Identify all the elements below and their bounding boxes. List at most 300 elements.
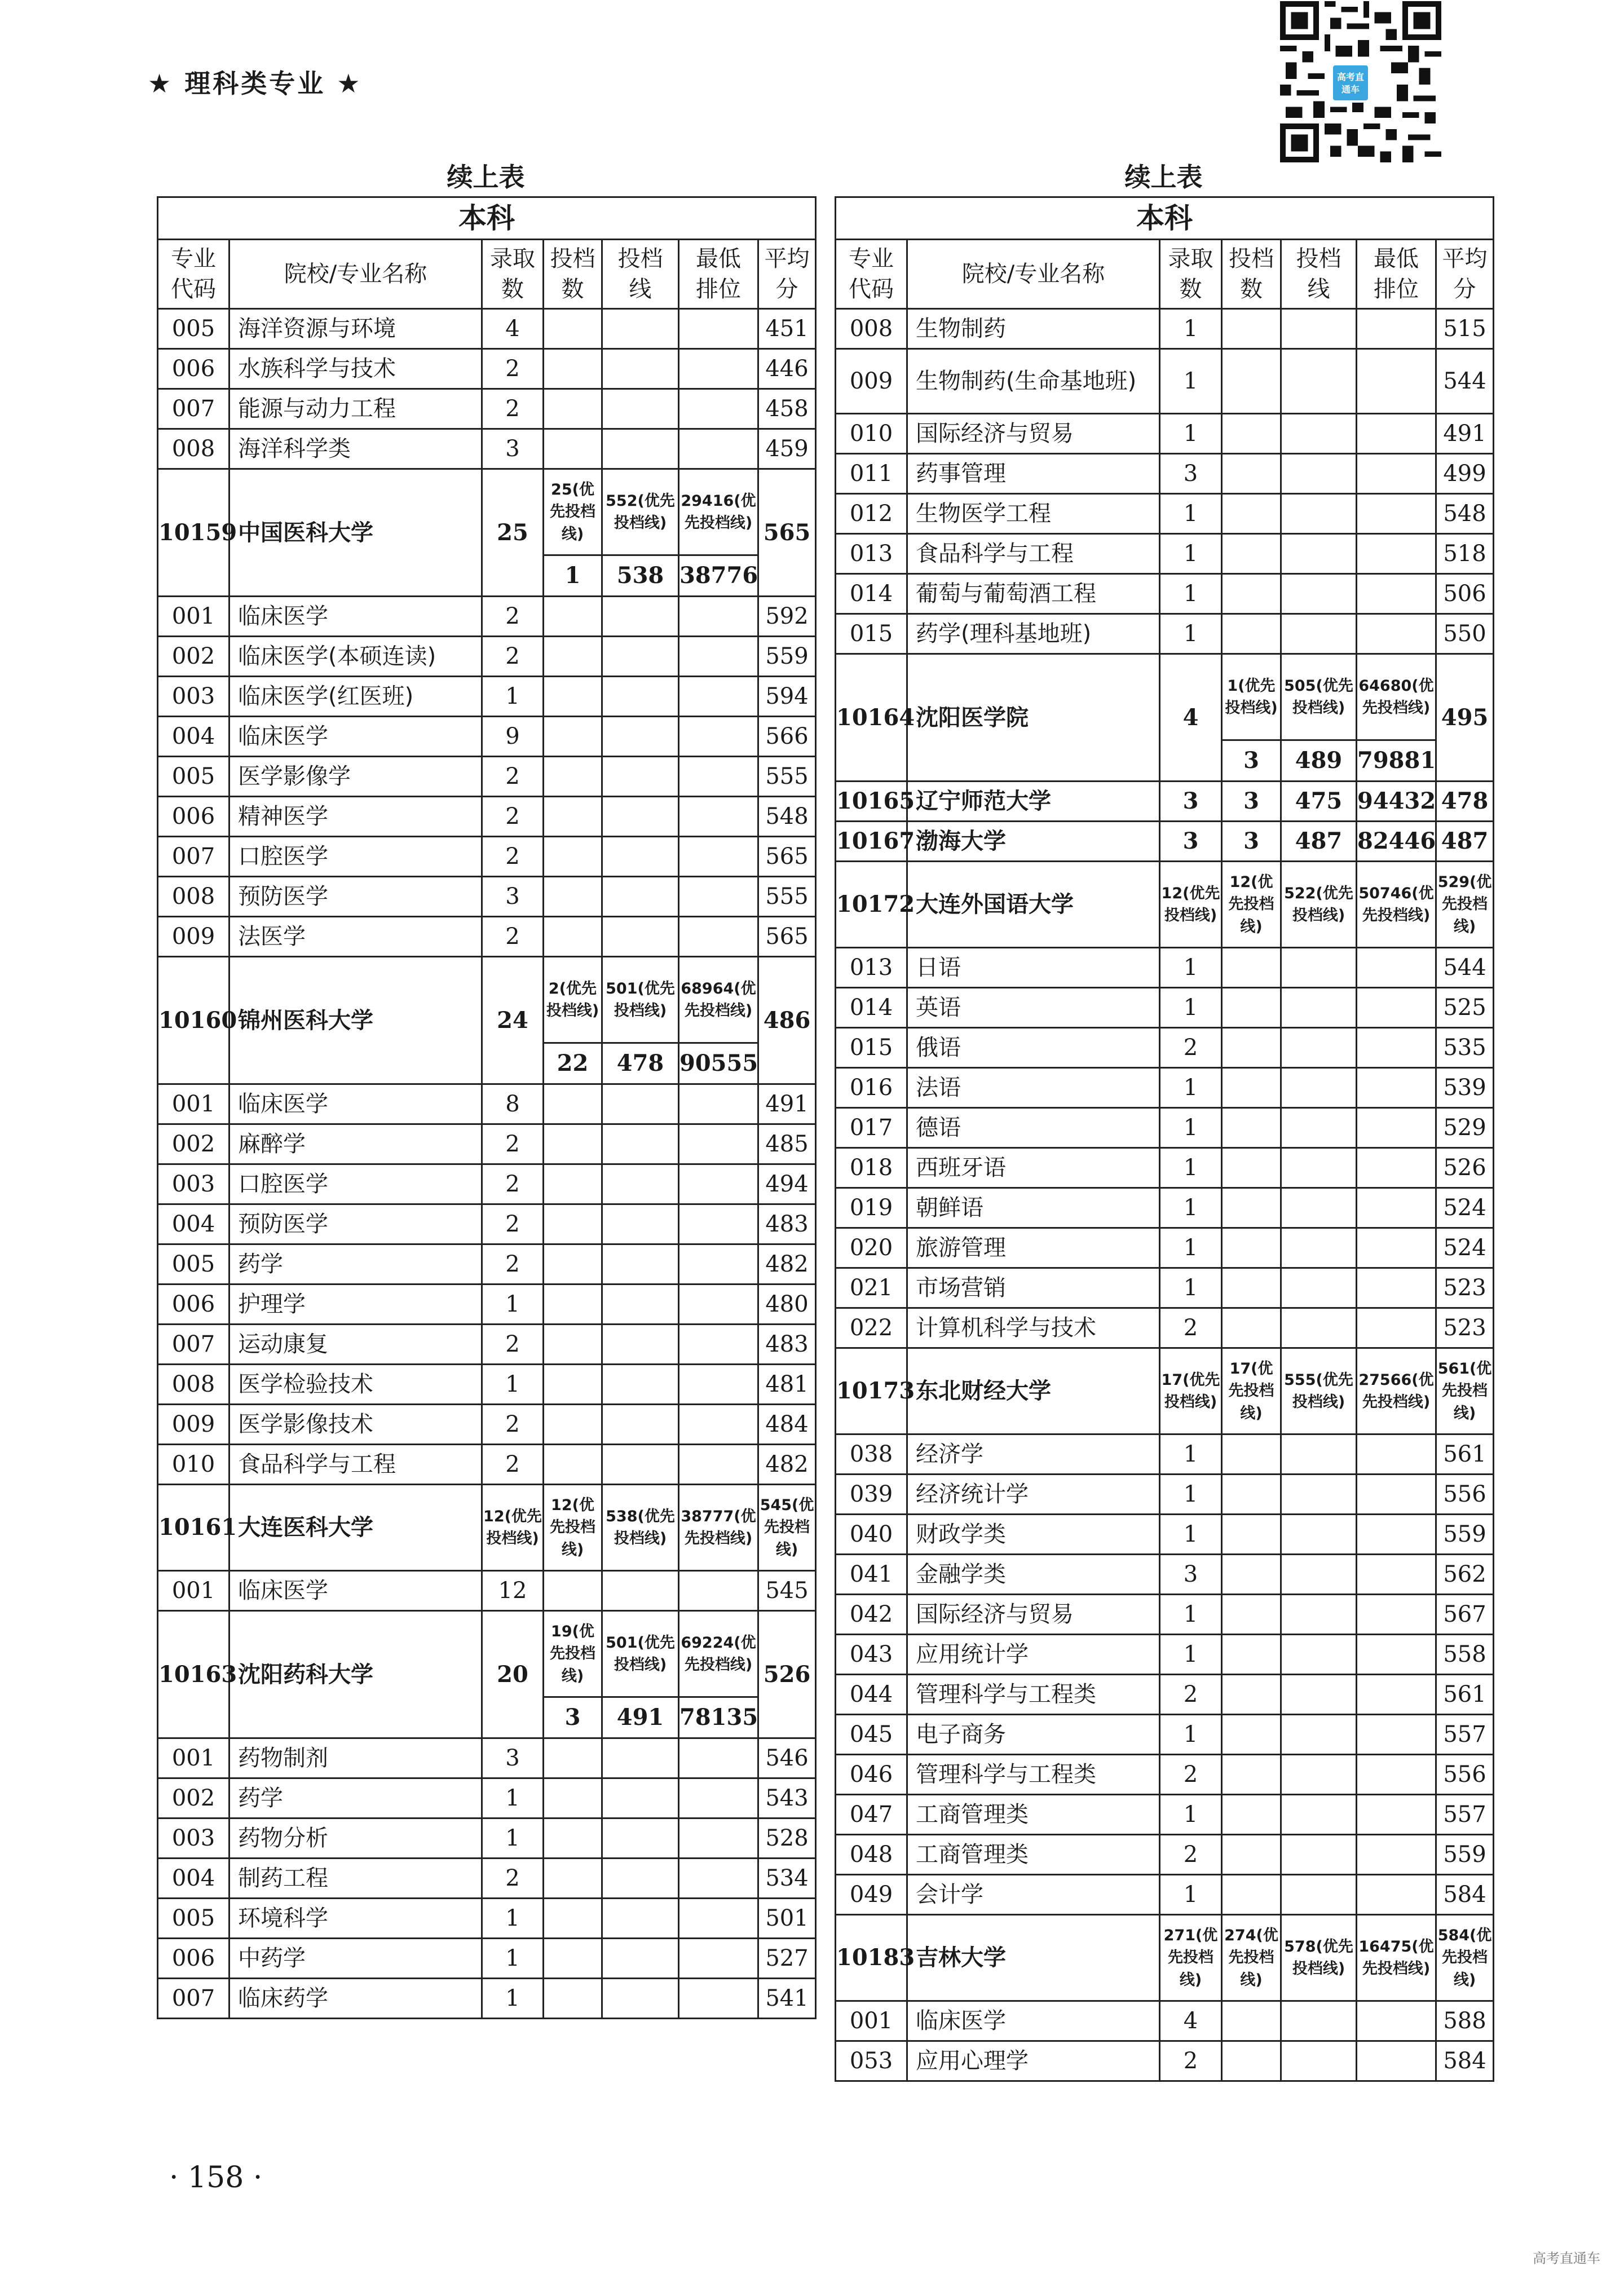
school-row xyxy=(158,1485,816,1571)
min-rank xyxy=(1357,309,1436,349)
min-rank xyxy=(679,797,758,837)
major-code: 040 xyxy=(836,1515,907,1555)
filed-count xyxy=(544,1285,602,1325)
filed-count xyxy=(1222,349,1281,414)
admitted-count: 3 xyxy=(482,429,544,469)
average-score: 482 xyxy=(758,1445,816,1485)
filed-count xyxy=(1222,948,1281,988)
major-code: 009 xyxy=(158,917,230,957)
admitted-count: 1 xyxy=(1160,1068,1222,1108)
min-rank xyxy=(1357,1108,1436,1148)
major-name: 临床医学 xyxy=(230,717,482,757)
major-code: 003 xyxy=(158,677,230,717)
major-name: 工商管理类 xyxy=(907,1795,1160,1835)
admitted-count: 1 xyxy=(1160,574,1222,614)
filed-count xyxy=(1222,2041,1281,2081)
major-code: 018 xyxy=(836,1148,907,1188)
min-rank xyxy=(1357,1715,1436,1755)
filing-line xyxy=(602,837,679,877)
school-row xyxy=(158,957,816,1043)
min-rank xyxy=(679,349,758,389)
column-header-avg: 平均 分 xyxy=(758,240,816,309)
filed-count: 17(优先投档线) xyxy=(1222,1348,1281,1434)
filed-count xyxy=(544,837,602,877)
min-rank xyxy=(1357,1188,1436,1228)
average-score: 565 xyxy=(758,837,816,877)
school-code: 10183 xyxy=(836,1915,907,2001)
filing-line xyxy=(1281,1434,1357,1475)
filing-line xyxy=(1281,414,1357,454)
admitted-count: 2 xyxy=(482,1445,544,1485)
admitted-count: 1 xyxy=(1160,1434,1222,1475)
major-name: 海洋资源与环境 xyxy=(230,309,482,349)
major-name: 临床医学 xyxy=(230,597,482,637)
average-score: 529 xyxy=(1436,1108,1494,1148)
filing-line xyxy=(1281,1148,1357,1188)
min-rank xyxy=(679,1738,758,1778)
major-name: 德语 xyxy=(907,1108,1160,1148)
school-name: 中国医科大学 xyxy=(230,469,482,597)
priority-filed-count: 1(优先投档线) xyxy=(1222,654,1281,740)
filing-line: 522(优先投档线) xyxy=(1281,862,1357,948)
average-score: 565 xyxy=(758,469,816,597)
major-code: 008 xyxy=(158,1365,230,1405)
major-row xyxy=(158,1445,816,1485)
filing-line xyxy=(602,1124,679,1164)
major-code: 046 xyxy=(836,1755,907,1795)
average-score: 499 xyxy=(1436,454,1494,494)
average-score: 561 xyxy=(1436,1434,1494,1475)
min-rank xyxy=(679,1164,758,1204)
admitted-count: 24 xyxy=(482,957,544,1084)
major-row xyxy=(158,717,816,757)
major-name: 中药学 xyxy=(230,1939,482,1979)
admitted-count: 3 xyxy=(1160,1555,1222,1595)
admitted-count: 4 xyxy=(1160,2001,1222,2041)
school-name: 吉林大学 xyxy=(907,1915,1160,2001)
admitted-count: 17(优先投档线) xyxy=(1160,1348,1222,1434)
major-code: 010 xyxy=(836,414,907,454)
admitted-count: 2 xyxy=(482,1124,544,1164)
school-code: 10164 xyxy=(836,654,907,782)
filed-count xyxy=(544,1899,602,1939)
admitted-count: 1 xyxy=(1160,1148,1222,1188)
admitted-count: 1 xyxy=(482,1778,544,1818)
filed-count xyxy=(1222,574,1281,614)
major-row xyxy=(836,1475,1494,1515)
min-rank xyxy=(1357,1515,1436,1555)
filing-line xyxy=(602,917,679,957)
admitted-count: 1 xyxy=(482,1899,544,1939)
min-rank xyxy=(679,1979,758,2019)
admitted-count: 25 xyxy=(482,469,544,597)
admitted-count: 1 xyxy=(482,1979,544,2019)
admitted-count: 2 xyxy=(482,1204,544,1244)
major-code: 001 xyxy=(158,1084,230,1124)
major-row xyxy=(836,1028,1494,1068)
major-row xyxy=(158,1818,816,1859)
min-rank: 50746(优先投档线) xyxy=(1357,862,1436,948)
major-code: 038 xyxy=(836,1434,907,1475)
average-score: 526 xyxy=(1436,1148,1494,1188)
major-code: 006 xyxy=(158,349,230,389)
admitted-count: 1 xyxy=(1160,494,1222,534)
filing-line xyxy=(1281,1795,1357,1835)
school-row xyxy=(836,862,1494,948)
school-row xyxy=(836,654,1494,740)
average-score: 546 xyxy=(758,1738,816,1778)
filed-count: 3 xyxy=(1222,782,1281,822)
major-row xyxy=(836,614,1494,654)
major-name: 精神医学 xyxy=(230,797,482,837)
admitted-count: 2 xyxy=(482,597,544,637)
filed-count: 12(优先投档线) xyxy=(1222,862,1281,948)
school-row xyxy=(836,782,1494,822)
average-score: 545(优先投档线) xyxy=(758,1485,816,1571)
filing-line xyxy=(602,1979,679,2019)
left-continued-title: 续上表 xyxy=(447,162,525,192)
filed-count xyxy=(1222,1188,1281,1228)
filed-count xyxy=(1222,1028,1281,1068)
filing-line xyxy=(1281,1068,1357,1108)
school-name: 东北财经大学 xyxy=(907,1348,1160,1434)
major-code: 005 xyxy=(158,1899,230,1939)
min-rank xyxy=(1357,1308,1436,1348)
major-name: 国际经济与贸易 xyxy=(907,414,1160,454)
major-row xyxy=(158,1164,816,1204)
column-header-row xyxy=(836,240,1494,309)
admitted-count: 2 xyxy=(1160,1028,1222,1068)
min-rank xyxy=(1357,574,1436,614)
filed-count xyxy=(544,677,602,717)
admitted-count: 1 xyxy=(1160,1228,1222,1268)
admitted-count: 1 xyxy=(1160,948,1222,988)
major-code: 053 xyxy=(836,2041,907,2081)
average-score: 566 xyxy=(758,717,816,757)
admitted-count: 2 xyxy=(482,1164,544,1204)
major-code: 013 xyxy=(836,534,907,574)
major-name: 临床医学 xyxy=(907,2001,1160,2041)
major-code: 014 xyxy=(836,988,907,1028)
priority-min-rank: 29416(优先投档线) xyxy=(679,469,758,555)
min-rank xyxy=(1357,1555,1436,1595)
min-rank xyxy=(1357,1755,1436,1795)
admitted-count: 2 xyxy=(1160,1835,1222,1875)
major-code: 007 xyxy=(158,389,230,429)
average-score: 567 xyxy=(1436,1595,1494,1635)
average-score: 446 xyxy=(758,349,816,389)
filing-line xyxy=(602,1084,679,1124)
major-row xyxy=(158,757,816,797)
min-rank xyxy=(679,429,758,469)
average-score: 558 xyxy=(1436,1635,1494,1675)
filing-line xyxy=(602,349,679,389)
major-name: 运动康复 xyxy=(230,1325,482,1365)
admitted-count: 2 xyxy=(482,1859,544,1899)
major-name: 市场营销 xyxy=(907,1268,1160,1308)
admitted-count: 1 xyxy=(1160,1188,1222,1228)
regular-min-rank: 90555 xyxy=(679,1043,758,1084)
admitted-count: 1 xyxy=(1160,1595,1222,1635)
filing-line xyxy=(602,877,679,917)
major-code: 049 xyxy=(836,1875,907,1915)
column-header-name: 院校/专业名称 xyxy=(907,240,1160,309)
major-code: 019 xyxy=(836,1188,907,1228)
major-name: 医学影像技术 xyxy=(230,1405,482,1445)
major-name: 临床医学(红医班) xyxy=(230,677,482,717)
major-row xyxy=(158,1124,816,1164)
average-score: 518 xyxy=(1436,534,1494,574)
average-score: 458 xyxy=(758,389,816,429)
major-code: 021 xyxy=(836,1268,907,1308)
major-row xyxy=(836,1835,1494,1875)
admitted-count: 1 xyxy=(1160,349,1222,414)
major-name: 药事管理 xyxy=(907,454,1160,494)
band-row xyxy=(836,197,1494,240)
major-code: 007 xyxy=(158,837,230,877)
major-row xyxy=(836,1555,1494,1595)
min-rank xyxy=(679,309,758,349)
brand-footer: 高考直通车 xyxy=(1533,2250,1600,2266)
filed-count xyxy=(544,429,602,469)
min-rank xyxy=(1357,1675,1436,1715)
average-score: 550 xyxy=(1436,614,1494,654)
column-header-code: 专业 代码 xyxy=(158,240,230,309)
major-name: 药学(理科基地班) xyxy=(907,614,1160,654)
filing-line xyxy=(1281,1515,1357,1555)
admitted-count: 271(优先投档线) xyxy=(1160,1915,1222,2001)
min-rank xyxy=(679,1084,758,1124)
filed-count xyxy=(1222,1595,1281,1635)
filed-count xyxy=(1222,1675,1281,1715)
column-header-filed: 投档 数 xyxy=(544,240,602,309)
filed-count xyxy=(1222,454,1281,494)
right-admission-table xyxy=(835,196,1494,2082)
major-row xyxy=(836,1715,1494,1755)
average-score: 494 xyxy=(758,1164,816,1204)
filing-line xyxy=(1281,2041,1357,2081)
admitted-count: 2 xyxy=(1160,1675,1222,1715)
school-name: 辽宁师范大学 xyxy=(907,782,1160,822)
filing-line xyxy=(1281,1755,1357,1795)
filing-line xyxy=(1281,1555,1357,1595)
section-title: ★ 理科类专业 ★ xyxy=(148,68,363,99)
average-score: 525 xyxy=(1436,988,1494,1028)
major-row xyxy=(836,2041,1494,2081)
admitted-count: 1 xyxy=(1160,1715,1222,1755)
major-row xyxy=(158,1325,816,1365)
major-code: 041 xyxy=(836,1555,907,1595)
average-score: 487 xyxy=(1436,822,1494,862)
priority-filing-line: 501(优先投档线) xyxy=(602,1611,679,1697)
admitted-count: 3 xyxy=(482,1738,544,1778)
filed-count xyxy=(1222,2001,1281,2041)
filed-count xyxy=(544,1818,602,1859)
min-rank xyxy=(679,677,758,717)
min-rank xyxy=(679,917,758,957)
major-name: 法语 xyxy=(907,1068,1160,1108)
filed-count xyxy=(544,1445,602,1485)
min-rank xyxy=(679,1204,758,1244)
major-row xyxy=(836,988,1494,1028)
major-code: 002 xyxy=(158,637,230,677)
admitted-count: 2 xyxy=(482,389,544,429)
major-code: 011 xyxy=(836,454,907,494)
filing-line xyxy=(602,1164,679,1204)
right-table-body xyxy=(836,197,1494,2081)
filed-count xyxy=(544,1979,602,2019)
average-score: 584 xyxy=(1436,1875,1494,1915)
min-rank xyxy=(1357,1795,1436,1835)
min-rank xyxy=(679,637,758,677)
min-rank xyxy=(1357,2001,1436,2041)
admitted-count: 3 xyxy=(1160,822,1222,862)
average-score: 557 xyxy=(1436,1715,1494,1755)
admitted-count: 2 xyxy=(482,757,544,797)
major-code: 001 xyxy=(158,1738,230,1778)
filing-line xyxy=(602,1738,679,1778)
filed-count xyxy=(1222,1715,1281,1755)
major-name: 管理科学与工程类 xyxy=(907,1675,1160,1715)
filed-count xyxy=(544,877,602,917)
filing-line: 578(优先投档线) xyxy=(1281,1915,1357,2001)
major-row xyxy=(836,1755,1494,1795)
filed-count xyxy=(544,917,602,957)
filed-count xyxy=(1222,1635,1281,1675)
major-code: 003 xyxy=(158,1164,230,1204)
admitted-count: 2 xyxy=(482,637,544,677)
filed-count xyxy=(1222,614,1281,654)
filing-line xyxy=(1281,1268,1357,1308)
filed-count xyxy=(544,309,602,349)
min-rank xyxy=(1357,1268,1436,1308)
min-rank xyxy=(679,1244,758,1285)
filing-line: 475 xyxy=(1281,782,1357,822)
min-rank xyxy=(679,1899,758,1939)
major-row xyxy=(158,1084,816,1124)
admitted-count: 4 xyxy=(1160,654,1222,782)
major-name: 口腔医学 xyxy=(230,1164,482,1204)
min-rank xyxy=(679,1571,758,1611)
major-row xyxy=(836,948,1494,988)
min-rank xyxy=(1357,1475,1436,1515)
filing-line xyxy=(1281,614,1357,654)
major-row xyxy=(836,1434,1494,1475)
min-rank xyxy=(679,1124,758,1164)
admitted-count: 2 xyxy=(482,837,544,877)
priority-min-rank: 69224(优先投档线) xyxy=(679,1611,758,1697)
band-row xyxy=(158,197,816,240)
admitted-count: 12(优先投档线) xyxy=(1160,862,1222,948)
admitted-count: 1 xyxy=(1160,1108,1222,1148)
major-code: 004 xyxy=(158,1204,230,1244)
filed-count: 274(优先投档线) xyxy=(1222,1915,1281,2001)
major-name: 俄语 xyxy=(907,1028,1160,1068)
school-code: 10172 xyxy=(836,862,907,948)
average-score: 501 xyxy=(758,1899,816,1939)
average-score: 524 xyxy=(1436,1188,1494,1228)
filing-line xyxy=(1281,309,1357,349)
average-score: 556 xyxy=(1436,1755,1494,1795)
major-name: 食品科学与工程 xyxy=(230,1445,482,1485)
average-score: 545 xyxy=(758,1571,816,1611)
filing-line xyxy=(1281,1835,1357,1875)
column-header-line: 投档 线 xyxy=(602,240,679,309)
regular-filed-count: 22 xyxy=(544,1043,602,1084)
school-code: 10161 xyxy=(158,1485,230,1571)
filing-line xyxy=(1281,1188,1357,1228)
filed-count xyxy=(1222,1228,1281,1268)
major-name: 日语 xyxy=(907,948,1160,988)
admitted-count: 12 xyxy=(482,1571,544,1611)
major-name: 管理科学与工程类 xyxy=(907,1755,1160,1795)
major-code: 005 xyxy=(158,1244,230,1285)
filing-line xyxy=(1281,534,1357,574)
filed-count xyxy=(544,389,602,429)
major-row xyxy=(836,1515,1494,1555)
major-name: 医学检验技术 xyxy=(230,1365,482,1405)
major-code: 002 xyxy=(158,1778,230,1818)
filing-line xyxy=(1281,988,1357,1028)
major-code: 047 xyxy=(836,1795,907,1835)
school-row xyxy=(158,1611,816,1697)
major-code: 001 xyxy=(836,2001,907,2041)
right-continued-title: 续上表 xyxy=(1124,162,1203,192)
min-rank: 38777(优先投档线) xyxy=(679,1485,758,1571)
major-name: 药物分析 xyxy=(230,1818,482,1859)
average-score: 557 xyxy=(1436,1795,1494,1835)
min-rank xyxy=(1357,988,1436,1028)
min-rank xyxy=(1357,614,1436,654)
major-row xyxy=(836,1228,1494,1268)
major-name: 应用统计学 xyxy=(907,1635,1160,1675)
filing-line xyxy=(602,1939,679,1979)
filing-line xyxy=(602,717,679,757)
admitted-count: 12(优先投档线) xyxy=(482,1485,544,1571)
admitted-count: 1 xyxy=(1160,1875,1222,1915)
column-header-admitted: 录取 数 xyxy=(482,240,544,309)
major-code: 014 xyxy=(836,574,907,614)
min-rank xyxy=(1357,1595,1436,1635)
column-header-name: 院校/专业名称 xyxy=(230,240,482,309)
min-rank xyxy=(1357,1228,1436,1268)
average-score: 483 xyxy=(758,1204,816,1244)
admitted-count: 1 xyxy=(1160,614,1222,654)
average-score: 529(优先投档线) xyxy=(1436,862,1494,948)
major-code: 005 xyxy=(158,309,230,349)
filing-line xyxy=(1281,2001,1357,2041)
regular-filed-count: 1 xyxy=(544,555,602,597)
average-score: 478 xyxy=(1436,782,1494,822)
average-score: 548 xyxy=(758,797,816,837)
admitted-count: 2 xyxy=(1160,1755,1222,1795)
major-row xyxy=(158,837,816,877)
admitted-count: 1 xyxy=(1160,414,1222,454)
major-row xyxy=(836,1108,1494,1148)
major-name: 会计学 xyxy=(907,1875,1160,1915)
average-score: 534 xyxy=(758,1859,816,1899)
admitted-count: 3 xyxy=(482,877,544,917)
major-name: 朝鲜语 xyxy=(907,1188,1160,1228)
filed-count xyxy=(1222,1068,1281,1108)
filing-line xyxy=(602,309,679,349)
admitted-count: 1 xyxy=(482,677,544,717)
school-name: 大连医科大学 xyxy=(230,1485,482,1571)
admitted-count: 1 xyxy=(1160,1795,1222,1835)
school-row xyxy=(836,1915,1494,2001)
min-rank xyxy=(1357,1635,1436,1675)
major-code: 002 xyxy=(158,1124,230,1164)
